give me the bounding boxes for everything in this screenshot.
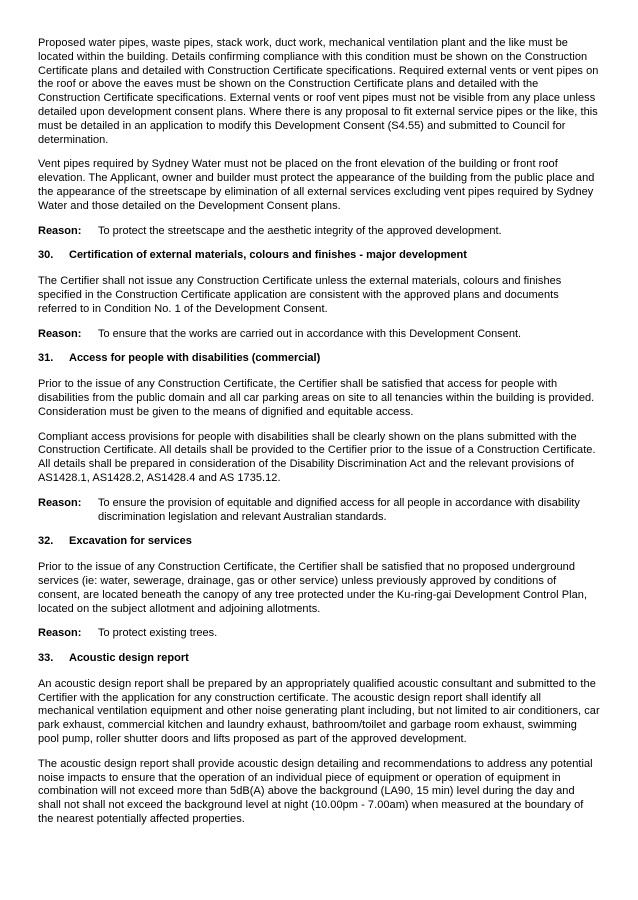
intro-paragraph-1: Proposed water pipes, waste pipes, stack work, duct work, mechanical ventilation plant and the like must be located within the building. Details confirming compliance with this condition must be shown on the Construction Certificate plans and detailed with Construction Certificate specifications. Required external vents or vent pipes on the roof or above the eaves must be shown on the Construction Certificate plans and detailed with the Construction Certificate specifications. External vents or roof vent pipes must not be visible from any place unless detailed upon development consent plans. Where there is any proposal to fit external service pipes or the like, this must be detailed in an application to modify this Development Consent (S4.55) and submitted to Council for determination. xyxy=(38,37,599,146)
condition-30-paragraph-1: The Certifier shall not issue any Construction Certificate unless the external materials, colours and finishes specified in the Construction Certificate application are consistent with the approved plans and documents referred to in Condition No. 1 of the Development Consent. xyxy=(38,275,562,315)
condition-31-paragraph-1: Prior to the issue of any Construction Certificate, the Certifier shall be satisfied that access for people with disabilities from the public domain and all car parking areas on site to all tenancies within the building is provided. Consideration must be given to the means of dignified and equitable access. xyxy=(38,378,595,418)
condition-number: 33. xyxy=(38,652,54,665)
condition-33-heading xyxy=(38,652,600,666)
reason-text: To ensure the provision of equitable and dignified access for all people in accordance with disability discrimination legislation and relevant Australian standards. xyxy=(98,496,580,523)
condition-32-heading xyxy=(38,535,600,549)
condition-number: 30. xyxy=(38,249,54,262)
intro-paragraph-2: Vent pipes required by Sydney Water must not be placed on the front elevation of the building or front roof elevation. The Applicant, owner and builder must protect the appearance of the building from the public place and the appearance of the streetscape by elimination of all external services excluding vent pipes required by Sydney Water and those detailed on the Development Consent plans. xyxy=(38,158,595,212)
reason-label: Reason: xyxy=(38,224,82,237)
condition-31-heading xyxy=(38,352,600,366)
condition-title: Excavation for services xyxy=(69,535,192,548)
condition-33-paragraph-1: An acoustic design report shall be prepared by an appropriately qualified acoustic consultant and submitted to the Certifier with the application for any construction certificate. The acoustic design report shall identify all mechanical ventilation equipment and other noise generating plant including, but not limited to air conditioners, car park exhaust, commercial kitchen and laundry exhaust, bathroom/toilet and garbage room exhaust, swimming pool pump, roller shutter doors and lifts proposed as part of the approved development. xyxy=(38,677,600,746)
intro-reason xyxy=(38,225,600,239)
condition-31-paragraph-2: Compliant access provisions for people with disabilities shall be clearly shown on the plans submitted with the Construction Certificate. All details shall be provided to the Certifier prior to the issue of a Construction Certificate. All details shall be prepared in consideration of the Disability Discrimination Act and the relevant provisions of AS1428.1, AS1428.2, AS1428.4 and AS 1735.12. xyxy=(38,430,596,484)
condition-33-paragraph-2: The acoustic design report shall provide acoustic design detailing and recommendations to address any potential noise impacts to ensure that the operation of an individual piece of equipment or operation of equipment in combination will not exceed more than 5dB(A) above the background (LA90, 15 min) level during the day and shall not shall not exceed the background level at night (10.00pm - 7.00am) when measured at the boundary of the nearest potentially affected properties. xyxy=(38,757,593,826)
condition-32-reason xyxy=(38,627,600,641)
reason-text: To ensure that the works are carried out in accordance with this Development Consent. xyxy=(98,327,522,340)
condition-number: 32. xyxy=(38,535,54,548)
condition-number: 31. xyxy=(38,352,54,365)
condition-32-paragraph-1: Prior to the issue of any Construction Certificate, the Certifier shall be satisfied that no proposed underground services (ie: water, sewerage, drainage, gas or other service) unless previously approved by conditions of consent, are located beneath the canopy of any tree protected under the Ku-ring-gai Development Control Plan, located on the subject allotment and adjoining allotments. xyxy=(38,561,588,615)
reason-text: To protect the streetscape and the aesthetic integrity of the approved development. xyxy=(98,224,502,237)
reason-text: To protect existing trees. xyxy=(98,627,218,640)
reason-label: Reason: xyxy=(38,327,82,340)
reason-label: Reason: xyxy=(38,496,82,509)
condition-31-reason xyxy=(38,497,600,525)
condition-title: Acoustic design report xyxy=(69,652,189,665)
reason-label: Reason: xyxy=(38,627,82,640)
condition-title: Certification of external materials, colours and finishes - major development xyxy=(69,249,467,262)
condition-30-reason xyxy=(38,328,600,342)
condition-title: Access for people with disabilities (commercial) xyxy=(69,352,321,365)
condition-30-heading xyxy=(38,249,600,263)
